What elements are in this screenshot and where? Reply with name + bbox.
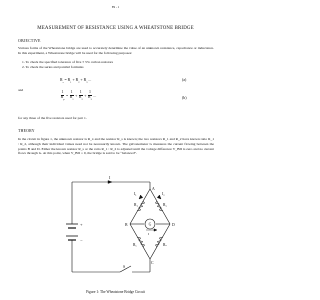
equation-a: $R_s = R_1 + R_2 + R_3$ ... [60, 78, 92, 84]
label-galvanometer: G [148, 222, 152, 227]
page-number: E9 - 1 [111, 5, 120, 9]
objective-after-text: for any three of the five resistors used for part 1. [18, 116, 87, 120]
figure-caption: Figure 1: The Wheatstone Bridge Circuit [86, 290, 145, 294]
branch-r2 [148, 189, 170, 227]
label-node-c: C [151, 261, 154, 265]
label-current-i2: I₂ [162, 192, 165, 196]
current-arrow-i [108, 181, 112, 184]
label-rs: Rₛ [163, 243, 167, 247]
theory-heading: THEORY [18, 129, 35, 133]
objective-heading: OBJECTIVE [18, 39, 41, 43]
label-switch: S [123, 265, 126, 269]
switch-blade [120, 266, 131, 272]
branch-rx [130, 224, 150, 259]
and-text: and [18, 88, 24, 92]
current-arrow-i2 [157, 195, 161, 199]
theory-paragraph: In the circuit in figure 1, the unknown resistor is R_x and the resistor R_s is known; the two resistors R_1 and R_2 have known ratio R_1 : R_2, although their individual values need not be necessarily known. The galvanometer G measures the current flowing between the points B and D. Either the known resistor R_s or the ratio R_1 : R_2 is adjusted until the voltage difference V_BD is zero and no current flows through G. At this point, when V_BD = 0, the bridge is said to be “balanced”. [18, 137, 214, 156]
label-rx: Rₓ [133, 243, 137, 247]
label-node-b: B [125, 223, 128, 227]
label-current-i1: I₁ [134, 192, 137, 196]
objective-paragraph: Various forms of the Wheatstone bridge are used to accurately determine the value of an unknown resistance, capacitance or inductance. In this experiment, a Wheatstone bridge will be used for the following purposes: [18, 46, 214, 55]
list-item: 1. To check the specified tolerance of five ± 5% carbon resistors [22, 60, 114, 64]
branch-r1 [130, 189, 152, 227]
equation-b-number: (b) [182, 96, 187, 100]
list-item: 2. To check the series and parallel formulas [22, 64, 84, 69]
label-r2: R₂ [163, 203, 167, 207]
label-current-i: I [109, 176, 111, 180]
current-arrow-i1 [139, 195, 143, 199]
label-galvanometer-current: I [148, 232, 150, 236]
galvanometer-current-arrow [154, 229, 157, 231]
branch-rs [150, 224, 170, 259]
page-title: MEASUREMENT OF RESISTANCE USING A WHEATSTONE BRIDGE [37, 26, 194, 31]
equation-a-number: (a) [182, 78, 187, 82]
label-battery-minus: − [80, 238, 83, 243]
equation-b: $\frac{1}{R_p}$ = $\frac{1}{R_1}$ + $\frac{1}{R_2}$ + $\frac{1}{R_3}$ ... [60, 90, 97, 101]
label-r1: R₁ [134, 203, 138, 207]
label-battery-plus: + [80, 222, 83, 227]
label-node-d: D [172, 223, 175, 227]
label-node-a: A [152, 187, 155, 191]
